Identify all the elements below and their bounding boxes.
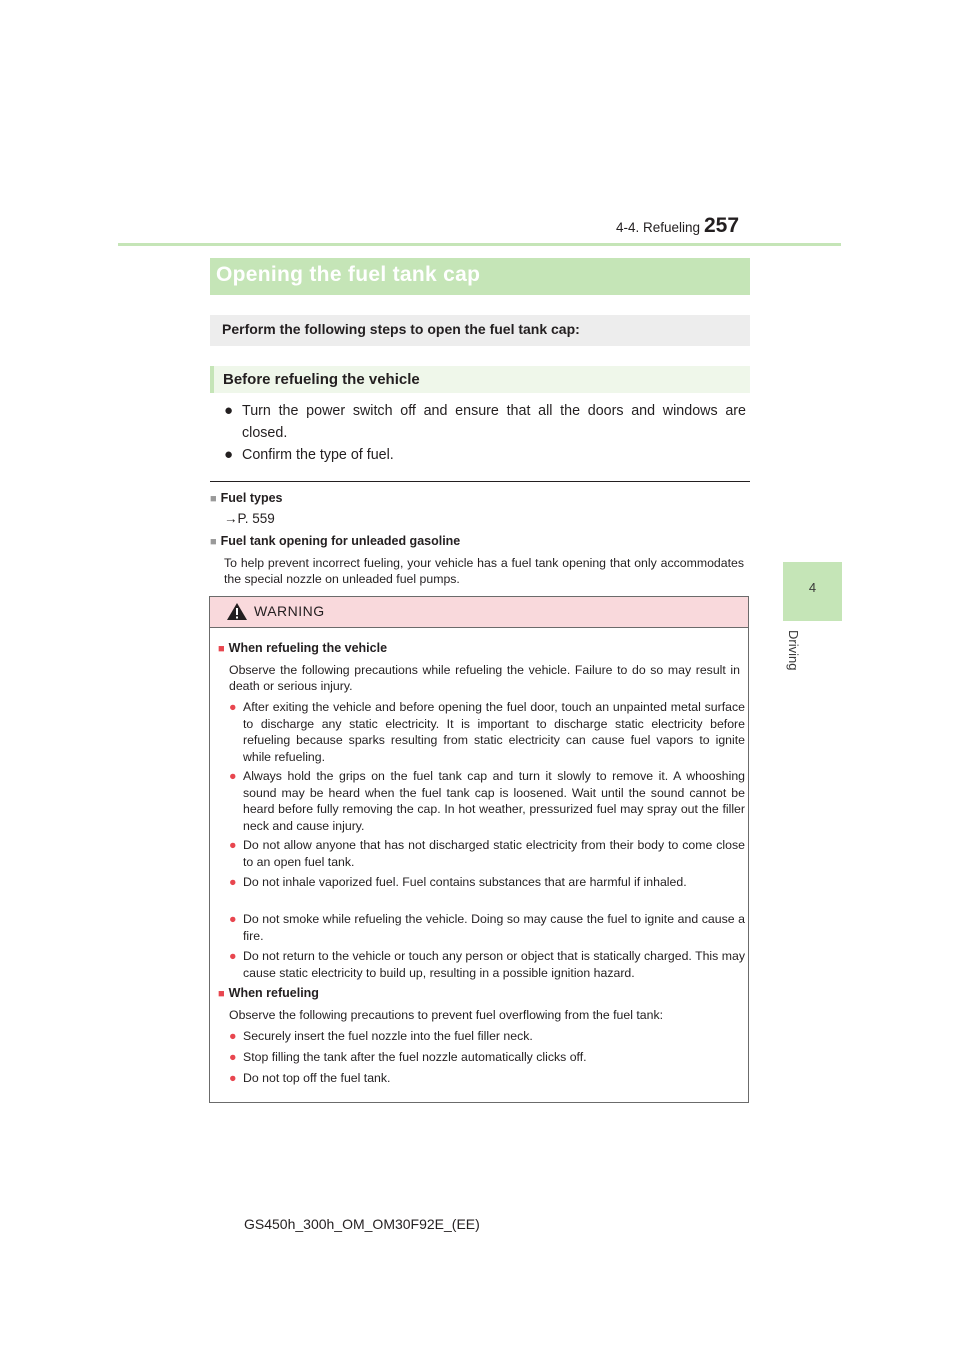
- warning-item: ● Always hold the grips on the fuel tank cap and turn it slowly to remove it. A whooshing sound may be heard when the fuel tank cap is loosened. Wait until the sound cannot be heard before fully removing the cap. In hot weather, pressurized fuel may spray out the filler neck and cause injury.: [229, 769, 745, 833]
- warning-item: ● Do not top off the fuel tank.: [229, 1071, 391, 1085]
- warning-intro: Observe the following precautions to prevent fuel overflowing from the fuel tank:: [229, 1008, 664, 1022]
- page-title: Opening the fuel tank cap: [216, 263, 481, 286]
- warning-triangle-icon: [226, 602, 248, 621]
- bullet-icon: ●: [224, 446, 234, 463]
- chapter-label: Driving: [786, 630, 801, 671]
- step-item: ● Turn the power switch off and ensure that all the doors and windows are closed.: [224, 402, 746, 441]
- note-heading: ■ Fuel types: [210, 491, 283, 505]
- warning-label: WARNING: [254, 603, 325, 619]
- warning-item: ● Do not return to the vehicle or touch any person or object that is statically charged. This may cause static electricity to build up, resulting in a possible ignition hazard.: [229, 949, 745, 980]
- warning-item: ● Do not allow anyone that has not discharged static electricity from their body to come close to an open fuel tank.: [229, 838, 745, 869]
- step-item: ● Confirm the type of fuel.: [224, 444, 746, 466]
- title-bar: [210, 258, 750, 295]
- warning-item: ● After exiting the vehicle and before opening the fuel door, touch an unpainted metal surface to discharge any static electricity. It is important to discharge static electricity before refueling because sparks resulting from static electricity can cause fuel vapors to ignite while refueling.: [229, 700, 745, 764]
- bullet-icon: ●: [229, 875, 237, 889]
- warning-section-heading: ■ When refueling the vehicle: [218, 641, 388, 655]
- subsection-bar: [210, 366, 750, 393]
- chapter-number: 4: [808, 580, 817, 595]
- warning-item: ● Securely insert the fuel nozzle into the fuel filler neck.: [229, 1029, 533, 1043]
- section-header: 4-4. Refueling: [615, 220, 700, 235]
- warning-item: ● Stop filling the tank after the fuel nozzle automatically clicks off.: [229, 1050, 587, 1064]
- warning-item: ● Do not smoke while refueling the vehicle. Doing so may cause the fuel to ignite and cause a fire.: [229, 912, 745, 943]
- warning-box: [209, 596, 749, 1103]
- subsection-accent: [210, 366, 214, 393]
- warning-intro: Observe the following precautions while refueling the vehicle. Failure to do so may result in death or serious injury.: [229, 663, 740, 693]
- header-rule: [118, 243, 841, 246]
- note-heading: ■ Fuel tank opening for unleaded gasoline: [210, 534, 461, 548]
- square-bullet-icon: ■: [218, 643, 225, 655]
- warning-item: ● Do not inhale vaporized fuel. Fuel contains substances that are harmful if inhaled.: [229, 875, 687, 889]
- page-number: 257: [704, 214, 740, 237]
- warning-section-heading: ■ When refueling: [218, 986, 319, 1000]
- square-bullet-icon: ■: [210, 493, 217, 505]
- bullet-icon: ●: [229, 769, 237, 783]
- bullet-icon: ●: [229, 700, 237, 714]
- bullet-icon: ●: [229, 912, 237, 926]
- bullet-icon: ●: [224, 402, 234, 419]
- bullet-icon: ●: [229, 949, 237, 963]
- intro-box: [210, 315, 750, 346]
- square-bullet-icon: ■: [210, 536, 217, 548]
- square-bullet-icon: ■: [218, 988, 225, 1000]
- note-body: →P. 559: [224, 511, 275, 526]
- bullet-icon: ●: [229, 1029, 237, 1043]
- bullet-icon: ●: [229, 838, 237, 852]
- subsection-title: Before refueling the vehicle: [223, 371, 420, 388]
- bullet-icon: ●: [229, 1050, 237, 1064]
- bullet-icon: ●: [229, 1071, 237, 1085]
- warning-header: [210, 597, 748, 628]
- section-divider: [210, 481, 750, 482]
- document-footer: GS450h_300h_OM_OM30F92E_(EE): [244, 1216, 480, 1232]
- intro-text: Perform the following steps to open the fuel tank cap:: [222, 321, 580, 337]
- note-body: To help prevent incorrect fueling, your vehicle has a fuel tank opening that only accommodates the special nozzle on unleaded fuel pumps.: [224, 556, 744, 586]
